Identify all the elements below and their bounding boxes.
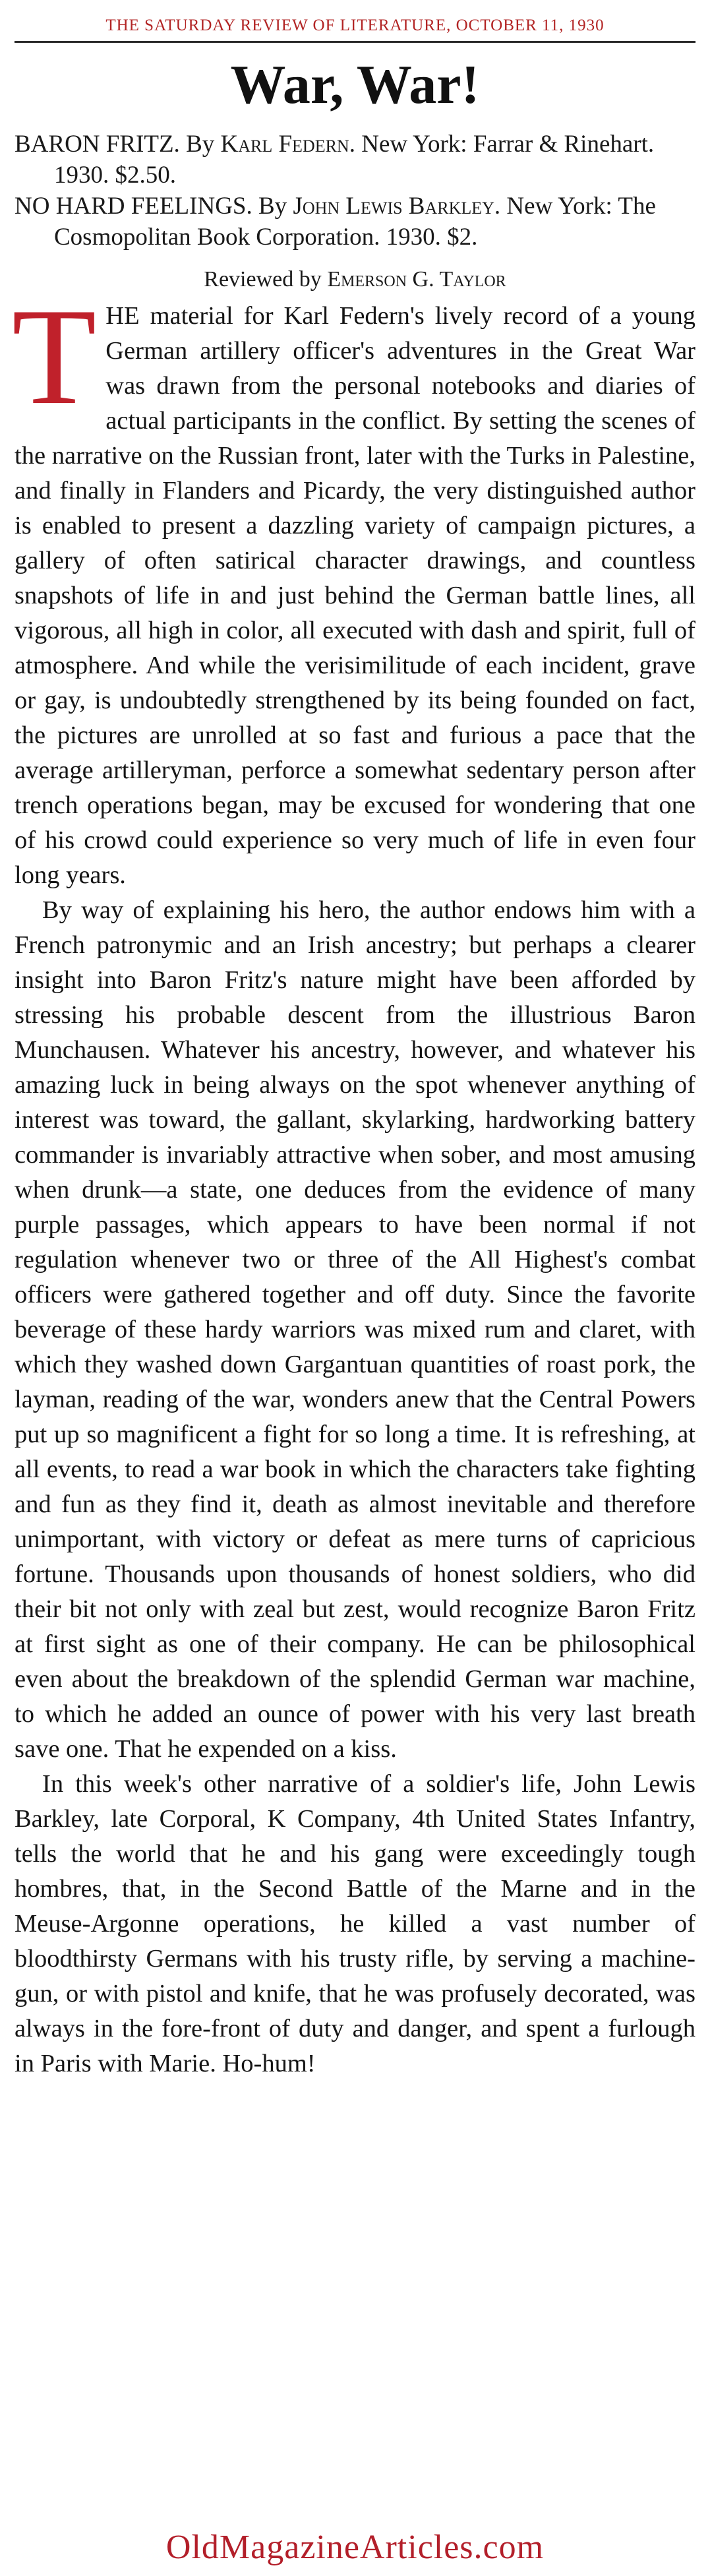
header-rule <box>15 41 695 43</box>
book-details: New York: Farrar & Rinehart. 1930. $2.50. <box>54 131 655 189</box>
book-by: By <box>186 131 215 158</box>
book-details: New York: The Cosmopolitan Book Corporation. 1930. $2. <box>54 193 656 251</box>
reviewer-name: Emerson G. Taylor <box>327 267 506 291</box>
paragraph-2: By way of explaining his hero, the author endows him with a French patronymic and an Irish ancestry; but perhaps a clearer insight into Baron Fritz's nature might have been afforded by stressing his probable descent from the illustrious Baron Munchausen. Whatever his ancestry, however, and whatever his amazing luck in being always on the spot whenever anything of interest was toward, the gallant, skylarking, hardworking battery commander is invariably attractive when sober, and most amusing when drunk—a state, one deduces from the evidence of many purple passages, which appears to have been normal if not regulation whenever two or three of the All Highest's combat officers were gathered together and off duty. Since the favorite beverage of these hardy warriors was mixed rum and claret, with which they washed down Gargantuan quantities of roast pork, the layman, reading of the war, wonders anew that the Central Powers put up so magnificent a fight for so long a time. It is refreshing, at all events, to read a war book in which the characters take fighting and fun as they find it, death as almost inevitable and therefore unimportant, with victory or defeat as mere turns of capricious fortune. Thousands upon thousands of honest soldiers, who did their bit not only with zeal but zest, would recognize Baron Fritz at first sight as one of their company. He can be philosophical even about the breakdown of the splendid German war machine, to which he added an ounce of power with his very last breath save one. That he expended on a kiss. <box>15 896 695 1763</box>
reviewer-prefix: Reviewed by <box>204 267 322 291</box>
book-entry-1 <box>15 129 695 191</box>
running-head: THE SATURDAY REVIEW OF LITERATURE, OCTOBER 11, 1930 <box>105 16 605 34</box>
article-title: War, War! <box>230 54 480 115</box>
article-body <box>12 280 695 2081</box>
drop-cap: T <box>12 280 97 433</box>
paragraph-text: HE material for Karl Federn's lively record of a young German artillery officer's adventures in the Great War was drawn from the personal notebooks and diaries of actual participants in the conflict. By setting the scenes of the narrative on the Russian front, later with the Turks in Palestine, and finally in Flanders and Picardy, the very distinguished author is enabled to present a dazzling variety of campaign pictures, a gallery of often satirical character drawings, and countless snapshots of life in and just behind the German battle lines, all vigorous, all high in color, all executed with dash and spirit, full of atmosphere. And while the verisimilitude of each incident, grave or gay, is undoubtedly strengthened by its being founded on fact, the pictures are unrolled at so fast and furious a pace that the average artilleryman, perforce a somewhat sedentary person after trench operations began, may be excused for wondering that one of his crowd could experience so very much of life in even four long years. <box>15 302 695 889</box>
book-author: Karl Federn. <box>220 131 355 158</box>
book-entry-2 <box>15 191 695 253</box>
book-by: By <box>258 193 287 220</box>
site-watermark: OldMagazineArticles.com <box>165 2529 545 2566</box>
paragraph-1 <box>12 280 695 893</box>
book-title: NO HARD FEELINGS. <box>15 193 252 220</box>
paragraph-3: In this week's other narrative of a soldier's life, John Lewis Barkley, late Corporal, K Company, 4th United States Infantry, tells the world that he and his gang were exceedingly tough hombres, that, in the Second Battle of the Marne and in the Meuse-Argonne operations, he killed a vast number of bloodthirsty Germans with his trusty rifle, by serving a machine-gun, or with pistol and knife, that he was profusely decorated, was always in the fore-front of duty and danger, and spent a furlough in Paris with Marie. Ho-hum! <box>15 1770 695 2077</box>
reviewer-line <box>15 264 695 295</box>
book-title: BARON FRITZ. <box>15 131 180 158</box>
book-author: John Lewis Barkley. <box>293 193 501 220</box>
